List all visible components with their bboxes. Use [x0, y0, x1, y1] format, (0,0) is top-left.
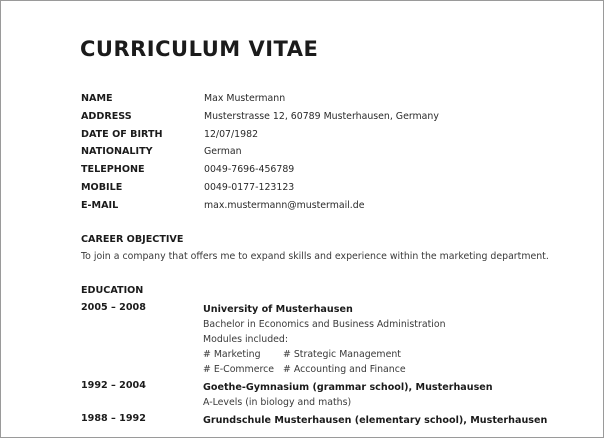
address-label: ADDRESS: [81, 110, 132, 122]
education-modules-label: Modules included:: [203, 334, 289, 345]
mobile-value: 0049-0177-123123: [204, 181, 295, 193]
telephone-label: TELEPHONE: [81, 164, 145, 176]
education-list: [81, 302, 581, 428]
module-item: # Strategic Management: [283, 349, 401, 360]
date-of-birth-label: DATE OF BIRTH: [81, 128, 163, 140]
education-body: [203, 302, 581, 377]
module-item: # E-Commerce: [203, 364, 275, 375]
nationality-label: NATIONALITY: [81, 146, 153, 158]
education-modules: [203, 347, 581, 377]
education-entry-grundschule: [81, 413, 581, 428]
mobile-label: MOBILE: [81, 181, 123, 193]
education-school: Grundschule Musterhausen (elementary school), Musterhausen: [203, 415, 548, 426]
date-of-birth-value: 12/07/1982: [204, 128, 259, 140]
document-title: CURRICULUM VITAE: [80, 37, 319, 61]
education-entry-gymnasium: [81, 380, 581, 410]
education-detail: A-Levels (in biology and maths): [203, 397, 352, 408]
module-item: # Accounting and Finance: [283, 364, 406, 375]
education-years: 2005 – 2008: [81, 302, 146, 313]
career-objective-text: To join a company that offers me to expand skills and experience within the marketing department.: [81, 251, 549, 262]
name-label: NAME: [81, 93, 113, 104]
education-heading: EDUCATION: [81, 285, 144, 296]
name-value: Max Mustermann: [204, 93, 286, 104]
education-years: 1988 – 1992: [81, 413, 146, 424]
education-school: Goethe-Gymnasium (grammar school), Musterhausen: [203, 382, 493, 393]
education-school: University of Musterhausen: [203, 304, 353, 315]
education-degree: Bachelor in Economics and Business Administration: [203, 319, 446, 330]
education-body: [203, 413, 581, 428]
email-label: E-MAIL: [81, 199, 119, 211]
email-value: max.mustermann@mustermail.de: [204, 199, 365, 211]
education-years: 1992 – 2004: [81, 380, 146, 391]
education-entry-university: [81, 302, 581, 377]
nationality-value: German: [204, 146, 242, 158]
module-item: # Marketing: [203, 349, 261, 360]
career-objective-heading: CAREER OBJECTIVE: [81, 234, 184, 245]
address-value: Musterstrasse 12, 60789 Musterhausen, Germany: [204, 110, 439, 122]
education-body: [203, 380, 581, 410]
telephone-value: 0049-7696-456789: [204, 164, 295, 176]
